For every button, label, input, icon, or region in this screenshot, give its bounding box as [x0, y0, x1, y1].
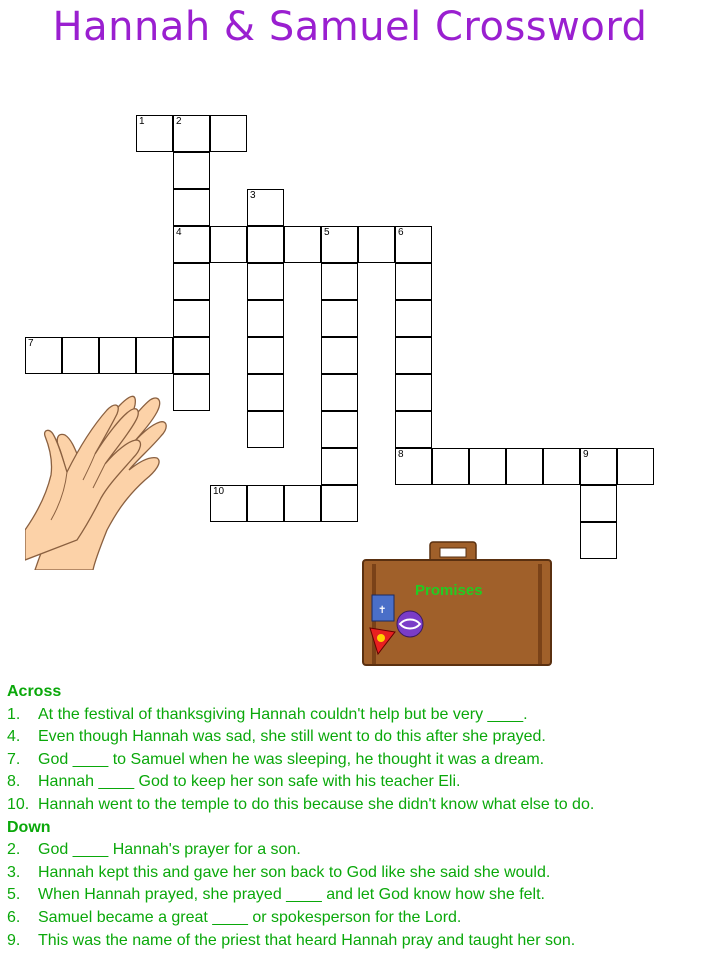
grid-cell[interactable] — [247, 411, 284, 448]
clue-text: Hannah went to the temple to do this because she didn't know what else to do. — [38, 795, 595, 813]
grid-cell[interactable] — [173, 152, 210, 189]
grid-cell[interactable] — [321, 263, 358, 300]
grid-cell[interactable] — [469, 448, 506, 485]
clue-number: 7 — [28, 338, 34, 349]
grid-cell[interactable] — [321, 411, 358, 448]
grid-cell[interactable] — [284, 485, 321, 522]
grid-cell[interactable] — [580, 522, 617, 559]
clue-num: 10. — [7, 795, 30, 813]
grid-cell[interactable] — [247, 189, 284, 226]
grid-cell[interactable] — [136, 337, 173, 374]
grid-cell[interactable] — [25, 337, 62, 374]
briefcase-label: Promises — [415, 582, 483, 599]
grid-cell[interactable] — [284, 226, 321, 263]
clue-num: 4. — [7, 728, 21, 746]
svg-text:✝: ✝ — [378, 605, 387, 616]
grid-cell[interactable] — [395, 448, 432, 485]
clue-text: Hannah ____ God to keep her son safe with his teacher Eli. — [38, 773, 461, 791]
clue-num: 6. — [7, 908, 21, 926]
clue-item — [7, 771, 712, 794]
clue-number: 10 — [213, 486, 225, 497]
grid-cell[interactable] — [321, 300, 358, 337]
across-clues — [7, 704, 712, 817]
grid-cell[interactable] — [173, 300, 210, 337]
across-heading: Across — [7, 683, 62, 700]
clue-item — [7, 749, 712, 772]
clue-number: 2 — [176, 116, 182, 127]
clue-item — [7, 726, 712, 749]
clue-text: This was the name of the priest that heard Hannah pray and taught her son. — [38, 931, 576, 949]
grid-cell[interactable] — [580, 448, 617, 485]
down-heading: Down — [7, 818, 51, 836]
clue-text: At the festival of thanksgiving Hannah couldn't help but be very ____. — [38, 705, 528, 723]
grid-cell[interactable] — [247, 263, 284, 300]
grid-cell[interactable] — [210, 485, 247, 522]
grid-cell[interactable] — [173, 189, 210, 226]
clue-text: Hannah kept this and gave her son back to God like she said she would. — [38, 863, 551, 881]
grid-cell[interactable] — [247, 300, 284, 337]
clue-text: God ____ to Samuel when he was sleeping, he thought it was a dream. — [38, 750, 545, 768]
grid-cell[interactable] — [543, 448, 580, 485]
clue-item — [7, 930, 712, 953]
grid-cell[interactable] — [395, 337, 432, 374]
grid-cell[interactable] — [321, 226, 358, 263]
clue-number: 5 — [324, 227, 330, 238]
clue-num: 5. — [7, 886, 21, 904]
grid-cell[interactable] — [321, 337, 358, 374]
briefcase-image — [360, 540, 555, 670]
grid-cell[interactable] — [173, 226, 210, 263]
clue-num: 1. — [7, 705, 21, 723]
clue-item — [7, 884, 712, 907]
grid-cell[interactable] — [247, 374, 284, 411]
clue-text: Even though Hannah was sad, she still went to do this after she prayed. — [38, 728, 546, 746]
grid-cell[interactable] — [210, 115, 247, 152]
clue-number: 4 — [176, 227, 182, 238]
clue-num: 8. — [7, 773, 21, 791]
clue-num: 3. — [7, 863, 21, 881]
clue-number: 3 — [250, 190, 256, 201]
grid-cell[interactable] — [173, 263, 210, 300]
clue-number: 8 — [398, 449, 404, 460]
clue-item — [7, 839, 712, 862]
grid-cell[interactable] — [395, 263, 432, 300]
clue-text: Samuel became a great ____ or spokesperson for the Lord. — [38, 908, 462, 926]
clue-item — [7, 704, 712, 727]
page-title: Hannah & Samuel Crossword — [52, 4, 648, 50]
grid-cell[interactable] — [173, 115, 210, 152]
grid-cell[interactable] — [321, 448, 358, 485]
grid-cell[interactable] — [247, 485, 284, 522]
clue-text: When Hannah prayed, she prayed ____ and let God know how she felt. — [38, 886, 545, 904]
grid-cell[interactable] — [432, 448, 469, 485]
grid-cell[interactable] — [506, 448, 543, 485]
grid-cell[interactable] — [395, 374, 432, 411]
grid-cell[interactable] — [247, 337, 284, 374]
clue-item — [7, 794, 712, 817]
clues-panel — [7, 681, 712, 952]
grid-cell[interactable] — [358, 226, 395, 263]
grid-cell[interactable] — [173, 337, 210, 374]
clue-number: 6 — [398, 227, 404, 238]
grid-cell[interactable] — [173, 374, 210, 411]
grid-cell[interactable] — [247, 226, 284, 263]
grid-cell[interactable] — [62, 337, 99, 374]
down-clues — [7, 839, 712, 952]
praying-hands-image — [25, 380, 175, 570]
clue-number: 9 — [583, 449, 589, 460]
clue-num: 7. — [7, 750, 21, 768]
grid-cell[interactable] — [395, 411, 432, 448]
clue-num: 9. — [7, 931, 21, 949]
grid-cell[interactable] — [99, 337, 136, 374]
grid-cell[interactable] — [395, 226, 432, 263]
grid-cell[interactable] — [321, 485, 358, 522]
grid-cell[interactable] — [136, 115, 173, 152]
grid-cell[interactable] — [580, 485, 617, 522]
clue-item — [7, 862, 712, 885]
grid-cell[interactable] — [395, 300, 432, 337]
grid-cell[interactable] — [321, 374, 358, 411]
grid-cell[interactable] — [210, 226, 247, 263]
clue-item — [7, 907, 712, 930]
clue-text: God ____ Hannah's prayer for a son. — [38, 841, 301, 859]
clue-num: 2. — [7, 841, 21, 859]
grid-cell[interactable] — [617, 448, 654, 485]
clue-number: 1 — [139, 116, 145, 127]
